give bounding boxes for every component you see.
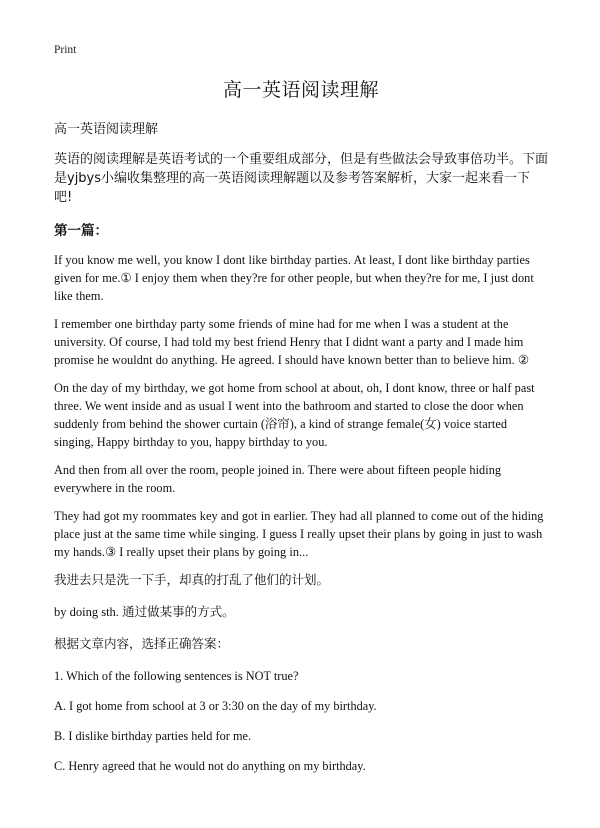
passage-paragraph-4: And then from all over the room, people joined in. There were about fifteen people hiding everywhere in the room. xyxy=(54,463,502,495)
subtitle: 高一英语阅读理解 xyxy=(54,122,159,137)
intro-paragraph: 英语的阅读理解是英语考试的一个重要组成部分，但是有些做法会导致事倍功半。下面是yjbys小编收集整理的高一英语阅读理解题以及参考答案解析，大家一起来看一下吧! xyxy=(54,152,549,205)
option-a: A. I got home from school at 3 or 3:30 on the day of my birthday. xyxy=(54,699,377,713)
phrase-english: by doing sth. xyxy=(54,605,119,619)
option-c: C. Henry agreed that he would not do anything on my birthday. xyxy=(54,759,366,773)
question-stem: 1. Which of the following sentences is NOT true? xyxy=(54,669,299,683)
phrase-chinese: 通过做某事的方式。 xyxy=(122,604,235,619)
phrase-note xyxy=(54,603,548,621)
passage-paragraph-1: If you know me well, you know I dont like birthday parties. At least, I dont like birthday parties given for me.① I enjoy them when they?re for other people, but when they?re for me, I just dont like them. xyxy=(54,253,534,303)
passage-paragraph-3: On the day of my birthday, we got home from school at about, oh, I dont know, three or half past three. We went inside and as usual I went into the bathroom and started to close the door when suddenly from behind the shower curtain (浴帘), a kind of strange female(女) voice started singing, Happy birthday to you, happy birthday to you. xyxy=(54,381,535,449)
translation-note: 我进去只是洗一下手，却真的打乱了他们的计划。 xyxy=(54,572,330,587)
option-b: B. I dislike birthday parties held for me. xyxy=(54,729,252,743)
print-label: Print xyxy=(54,44,77,56)
instruction-line: 根据文章内容，选择正确答案： xyxy=(54,636,230,651)
passage-paragraph-5: They had got my roommates key and got in earlier. They had all planned to come out of the hiding place just at the same time while singing. I guess I really upset their plans by going in just to wash my hands.③ I really upset their plans by going in... xyxy=(54,509,544,559)
page-title: 高一英语阅读理解 xyxy=(222,79,379,101)
passage-paragraph-2: I remember one birthday party some friends of mine had for me when I was a student at the university. Of course, I had told my best friend Henry that I didnt want a party and I made him promise he wouldnt do anything. He agreed. I should have known better than to believe him. ② xyxy=(54,317,529,367)
section-heading: 第一篇： xyxy=(54,223,108,239)
